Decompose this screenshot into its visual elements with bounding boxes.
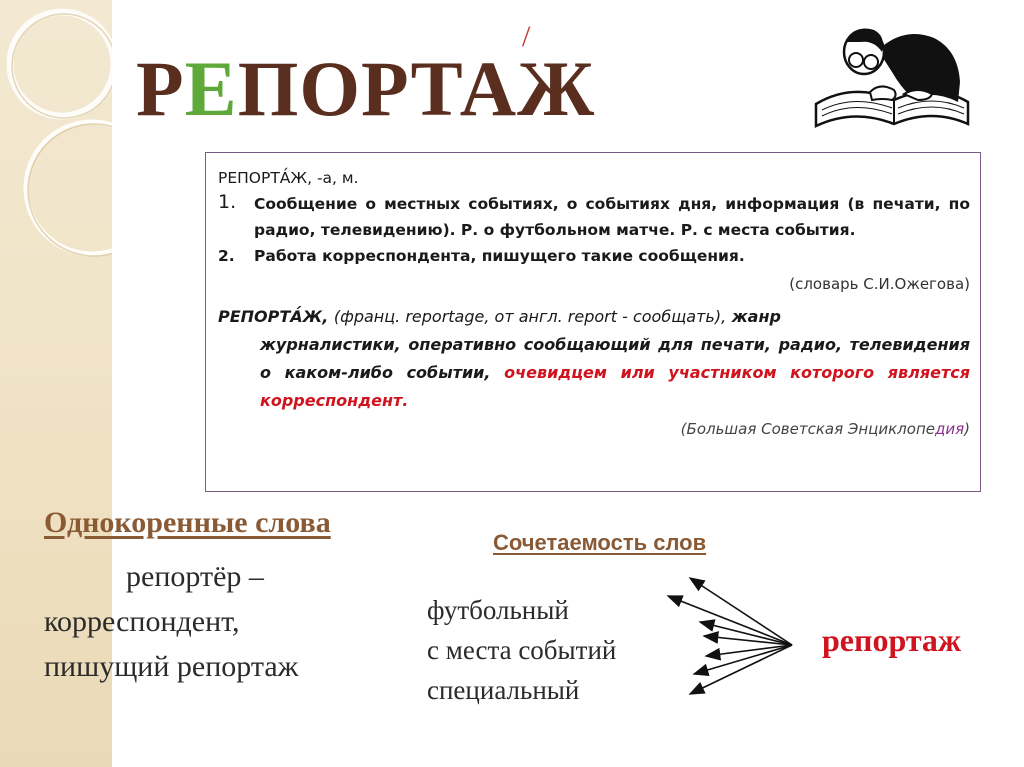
roots-line: репортёр –: [126, 560, 264, 593]
collocation-item: специальный: [427, 675, 580, 705]
collocation-item: с места событий: [427, 635, 617, 665]
arrow: [690, 645, 792, 694]
sense-text: Работа корреспондента, пишущего такие сообщения.: [254, 247, 745, 265]
bse-definition-text: журналистики, оперативно сообщающий для печати, радио, телевидения о каком-либо событии,: [260, 335, 970, 382]
headword: РЕПОРТА́Ж, -а, м.: [218, 169, 359, 187]
title-part: Р: [136, 45, 185, 132]
ozhegov-source: (словарь С.И.Ожегова): [789, 275, 970, 293]
bse-source-highlight: дия: [934, 420, 965, 438]
bse-source-close: ): [964, 420, 970, 438]
roots-line: пишущий репортаж: [44, 650, 299, 683]
arrow: [694, 645, 792, 674]
sense-number: 2.: [218, 247, 235, 265]
bse-definition-highlight: очевидцем или участником которого является корреспондент.: [260, 363, 970, 410]
title-stressed-letter: Е: [184, 45, 238, 132]
arrow: [700, 622, 792, 645]
sense-number: 1.: [218, 191, 237, 213]
bse-etymology: (франц. reportage, от англ. report - сообщать),: [333, 307, 727, 326]
roots-line: корреспондент,: [44, 605, 240, 638]
sense-text: Сообщение о местных событиях, о событиях дня, информация (в печати, по радио, телевидению). Р. о футбольном матче. Р. с места события.: [254, 195, 970, 239]
bse-source-text: (Большая Советская Энциклопе: [680, 420, 935, 438]
bse-headword: РЕПОРТА́Ж,: [218, 307, 329, 326]
roots-heading: Однокоренные слова: [44, 506, 331, 539]
title-part: ПОРТАЖ: [237, 45, 596, 132]
collocations-heading: Сочетаемость слов: [493, 530, 707, 555]
stress-mark: /: [522, 20, 531, 53]
collocation-target-word: репортаж: [822, 622, 962, 658]
collocation-item: футбольный: [427, 595, 569, 625]
bse-definition-lead: жанр: [731, 307, 781, 326]
